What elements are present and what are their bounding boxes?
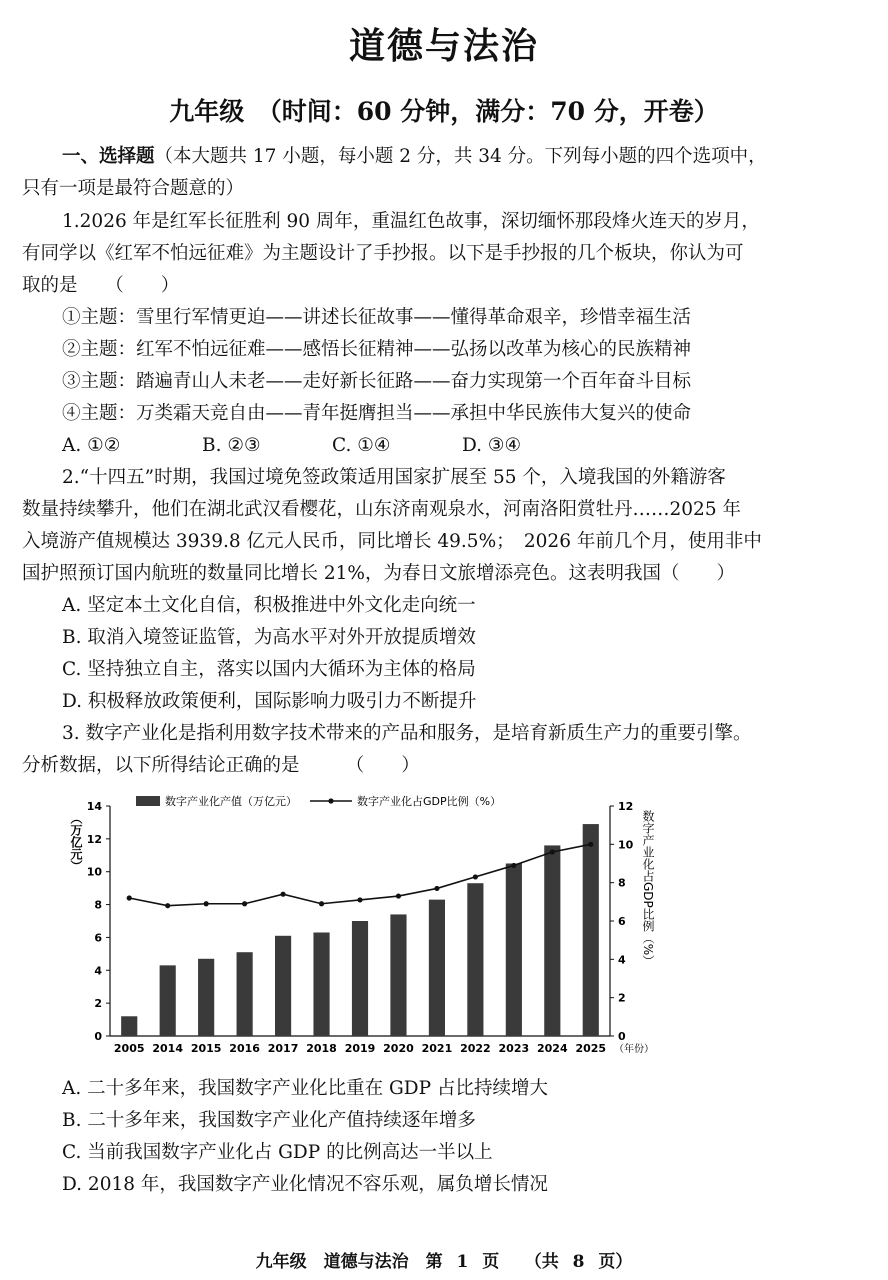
- q3-stem-line: 分析数据，以下所得结论正确的是 （ ）: [22, 755, 420, 776]
- bar: [390, 914, 406, 1036]
- bar: [467, 883, 483, 1036]
- digital-industry-chart: [62, 790, 662, 1070]
- q1-option-d: D. ③④: [462, 435, 522, 456]
- x-tick-label: 2017: [267, 1042, 299, 1055]
- bar: [160, 965, 176, 1036]
- legend-line-label: 数字产业化占GDP比例（%）: [357, 795, 502, 808]
- ratio-point: [434, 886, 439, 891]
- q2-stem-line: 2.“十四五”时期，我国过境免签政策适用国家扩展至 55 个，入境我国的外籍游客: [62, 467, 726, 488]
- x-tick-label: 2005: [113, 1042, 145, 1055]
- x-tick-label: 2016: [229, 1042, 260, 1055]
- bar: [352, 921, 368, 1036]
- q3-option-d: D. 2018 年，我国数字产业化情况不容乐观，属负增长情况: [62, 1174, 548, 1195]
- x-unit-label: （年份）: [614, 1044, 654, 1055]
- q1-stem-line: 1.2026 年是红军长征胜利 90 周年，重温红色故事，深切缅怀那段烽火连天的岁月，: [62, 211, 760, 232]
- left-tick-label: 4: [94, 964, 102, 978]
- legend-bar-swatch: [136, 796, 160, 806]
- q1-stem-line: 取的是 （ ）: [22, 275, 180, 296]
- q3-option-a: A. 二十多年来，我国数字产业化比重在 GDP 占比持续增大: [62, 1078, 548, 1099]
- right-tick-label: 6: [618, 915, 626, 928]
- x-tick-label: 2018: [306, 1042, 337, 1055]
- q3-option-c: C. 当前我国数字产业化占 GDP 的比例高达一半以上: [62, 1142, 493, 1163]
- right-tick-label: 12: [618, 800, 634, 813]
- ratio-point: [280, 892, 285, 897]
- q2-stem-line: 数量持续攀升，他们在湖北武汉看樱花，山东济南观泉水，河南洛阳赏牡丹……2025 年: [22, 499, 741, 520]
- left-axis-label: （万亿元）: [69, 812, 83, 872]
- q1-option-b: B. ②③: [202, 435, 261, 456]
- ratio-point: [396, 893, 401, 898]
- right-tick-label: 4: [618, 953, 626, 967]
- bar: [313, 933, 329, 1037]
- q1-option-a: A. ①②: [62, 435, 121, 456]
- right-tick-label: 0: [618, 1030, 626, 1043]
- q2-option-a: A. 坚定本土文化自信，积极推进中外文化走向统一: [62, 595, 476, 616]
- ratio-point: [319, 901, 324, 906]
- q2-option-d: D. 积极释放政策便利，国际影响力吸引力不断提升: [62, 691, 477, 712]
- page-subtitle: 九年级 （时间：60 分钟，满分：70 分，开卷）: [169, 97, 719, 126]
- right-tick-label: 8: [618, 876, 626, 890]
- x-tick-label: 2019: [344, 1042, 376, 1055]
- left-tick-label: 2: [94, 997, 102, 1011]
- ratio-point: [550, 849, 555, 854]
- left-tick-label: 12: [86, 832, 102, 846]
- section-heading-line: [62, 144, 767, 170]
- ratio-point: [204, 901, 209, 906]
- page-footer: 九年级 道德与法治 第 1 页 （共 8 页）: [255, 1252, 633, 1272]
- left-tick-label: 8: [94, 898, 102, 912]
- section-description-cont: 只有一项是最符合题意的）: [22, 178, 245, 199]
- q1-item: ④主题：万类霜天竞自由——青年挺膺担当——承担中华民族伟大复兴的使命: [62, 403, 692, 424]
- legend-line-marker: [328, 798, 333, 803]
- q1-option-c: C. ①④: [332, 435, 391, 456]
- ratio-point: [165, 903, 170, 908]
- q2-option-b: B. 取消入境签证监管，为高水平对外开放提质增效: [62, 627, 476, 648]
- bar: [198, 959, 214, 1036]
- bar: [583, 824, 599, 1036]
- left-tick-label: 10: [86, 865, 102, 879]
- ratio-point: [473, 874, 478, 879]
- x-tick-label: 2022: [460, 1042, 491, 1055]
- right-tick-label: 10: [618, 838, 634, 852]
- section-description: （本大题共 17 小题，每小题 2 分，共 34 分。下列每小题的四个选项中，: [154, 146, 767, 167]
- q1-stem-line: 有同学以《红军不怕远征难》为主题设计了手抄报。以下是手抄报的几个板块，你认为可: [22, 243, 744, 264]
- bar: [506, 864, 522, 1037]
- legend-bar-label: 数字产业化产值（万亿元）: [165, 795, 297, 808]
- q1-item: ②主题：红军不怕远征难——感悟长征精神——弘扬以改革为核心的民族精神: [62, 339, 692, 360]
- page-title: 道德与法治: [348, 25, 539, 67]
- q3-option-b: B. 二十多年来，我国数字产业化产值持续逐年增多: [62, 1110, 476, 1131]
- bar: [275, 936, 291, 1036]
- x-tick-label: 2020: [383, 1042, 414, 1055]
- ratio-point: [127, 895, 132, 900]
- left-tick-label: 0: [94, 1030, 102, 1043]
- x-tick-label: 2024: [536, 1042, 568, 1055]
- section-heading: 一、选择题: [62, 146, 155, 167]
- left-tick-label: 14: [86, 800, 102, 813]
- x-tick-label: 2014: [152, 1042, 184, 1055]
- bar: [429, 900, 445, 1036]
- q1-item: ①主题：雪里行军情更迫——讲述长征故事——懂得革命艰辛，珍惜幸福生活: [62, 307, 692, 328]
- left-tick-label: 6: [94, 931, 102, 945]
- ratio-point: [511, 863, 516, 868]
- q1-item: ③主题：踏遍青山人未老——走好新长征路——奋力实现第一个百年奋斗目标: [62, 371, 692, 392]
- right-tick-label: 2: [618, 991, 626, 1005]
- bar: [237, 952, 253, 1036]
- x-tick-label: 2023: [498, 1042, 530, 1055]
- x-tick-label: 2025: [575, 1042, 607, 1055]
- bar: [544, 845, 560, 1036]
- x-tick-label: 2021: [421, 1042, 453, 1055]
- ratio-point: [357, 897, 362, 902]
- q2-option-c: C. 坚持独立自主，落实以国内大循环为主体的格局: [62, 659, 476, 680]
- q3-stem-line: 3. 数字产业化是指利用数字技术带来的产品和服务，是培育新质生产力的重要引擎。: [62, 723, 752, 744]
- x-tick-label: 2015: [190, 1042, 222, 1055]
- right-axis-label: 数字产业化占GDP比例（%）: [641, 810, 655, 968]
- bar: [121, 1016, 137, 1036]
- ratio-point: [242, 901, 247, 906]
- ratio-point: [588, 842, 593, 847]
- q2-stem-line: 国护照预订国内航班的数量同比增长 21%，为春日文旅增添亮色。这表明我国（ ）: [22, 563, 736, 584]
- q2-stem-line: 入境游产值规模达 3939.8 亿元人民币，同比增长 49.5%； 2026 年前几个月，使用非中: [22, 531, 762, 552]
